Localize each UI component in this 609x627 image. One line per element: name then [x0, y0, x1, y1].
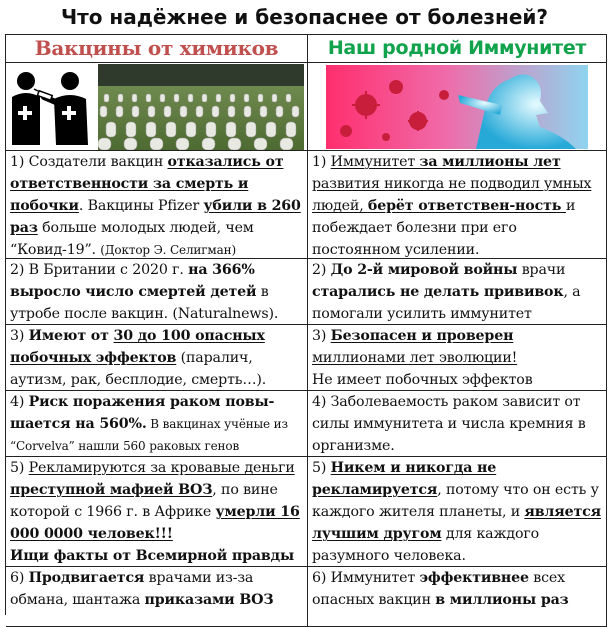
page-title: Что надёжнее и безопаснее от болезней?: [60, 5, 549, 29]
text: для каждого разумного человека.: [312, 526, 540, 564]
text-emphasis: Безопасен и проверен: [330, 328, 514, 344]
text: 1): [312, 154, 331, 170]
text: В вакцинах учёные из “Corvelva” нашли 560 раковых генов: [10, 417, 288, 453]
text-emphasis: берёт ответствен-ность: [367, 198, 566, 214]
text-source: (Доктор Э. Селигман): [100, 243, 236, 257]
text-emphasis: является лучшим другом: [312, 504, 601, 542]
text: 6) Иммунитет: [312, 570, 420, 586]
text: в утробе после вакцин. (Naturalnews).: [10, 284, 279, 322]
text-emphasis: Ищи факты от Всемирной правды: [10, 548, 295, 564]
text: (паралич, аутизм, рак, бесплодие, смерть…).: [10, 350, 267, 388]
text: , а помогали усилить иммунитет: [312, 284, 581, 322]
text-emphasis: преступной мафией ВОЗ: [10, 482, 213, 498]
text: развития никогда не подводил умных людей,: [312, 176, 592, 214]
text: 5): [10, 460, 29, 476]
text: 1) Создатели вакцин: [10, 154, 168, 170]
doctor-syringe-icon: [8, 67, 94, 147]
row4-vaccines: [6, 391, 308, 457]
text: Иммунитет: [330, 154, 420, 170]
text-emphasis: 30 до 100 опасных побочных эффектов: [10, 328, 265, 366]
text: Рекламируются за кровавые деньги: [28, 460, 295, 476]
text-emphasis: за миллионы лет: [419, 154, 561, 170]
text: 2) В Британии с 2020 г.: [10, 262, 189, 278]
text-emphasis: Никем и никогда не рекламируется: [312, 460, 497, 498]
text: 3): [312, 328, 331, 344]
text: 4): [10, 394, 29, 410]
right-image-cell: [308, 63, 607, 151]
row2-immunity: [308, 259, 607, 325]
text: всех опасных вакцин: [312, 570, 565, 608]
row1-vaccines: [6, 151, 308, 259]
text-emphasis: на 366% выросло число смертей детей: [10, 262, 257, 300]
text-emphasis: в миллионы раз: [435, 592, 569, 608]
text: миллионами лет эволюции!: [312, 350, 518, 366]
text-emphasis: старались не делать прививок: [312, 284, 564, 300]
text: . Вакцины Pfizer: [78, 198, 204, 214]
row2-vaccines: [6, 259, 308, 325]
text: врачами из-за обмана, шантажа: [10, 570, 254, 608]
text: больше молодых людей, чем “Ковид-19”.: [10, 220, 254, 258]
left-image-cell: [6, 63, 308, 151]
row5-vaccines: [6, 457, 308, 567]
text: врачи: [517, 262, 566, 278]
header-vaccines: Вакцины от химиков: [6, 35, 308, 63]
row3-immunity: [308, 325, 607, 391]
text-emphasis: умерли 16 000 0000 человек!!!: [10, 504, 300, 542]
text-emphasis: До 2-й мировой войны: [330, 262, 518, 278]
header-immunity: Наш родной Иммунитет: [308, 35, 607, 63]
row6-vaccines: [6, 567, 308, 627]
text-emphasis: эффективнее: [419, 570, 529, 586]
text: 2): [312, 262, 331, 278]
row6-immunity: [308, 567, 607, 627]
row5-immunity: [308, 457, 607, 567]
text-emphasis: приказами ВОЗ: [144, 592, 274, 608]
text-emphasis: Продвигается: [28, 570, 145, 586]
row1-immunity: [308, 151, 607, 259]
text: 6): [10, 570, 29, 586]
comparison-table: [5, 34, 607, 615]
text: Не имеет побочных эффектов: [312, 372, 533, 388]
text-emphasis: убили в 260 раз: [10, 198, 301, 236]
cemetery-photo: [98, 64, 304, 150]
text: 4) Заболеваемость раком зависит от силы иммунитета и числа кремния в организме.: [312, 394, 586, 454]
text: 5): [312, 460, 331, 476]
row3-vaccines: [6, 325, 308, 391]
text: 3): [10, 328, 29, 344]
text: и побеждает болезни при его постоянном усилении.: [312, 198, 576, 258]
text: , потому что он есть у каждого жителя планеты, и: [312, 482, 599, 520]
text-emphasis: Риск поражения раком повы-шается на 560%.: [10, 394, 275, 432]
text: , по вине которой с 1966 г. в Африке: [10, 482, 278, 520]
immune-figure-virus-illustration: [326, 65, 588, 149]
text-emphasis: Имеют от: [28, 328, 114, 344]
text-emphasis: отказались от ответственности за смерть и побочки: [10, 154, 284, 214]
row4-immunity: [308, 391, 607, 457]
